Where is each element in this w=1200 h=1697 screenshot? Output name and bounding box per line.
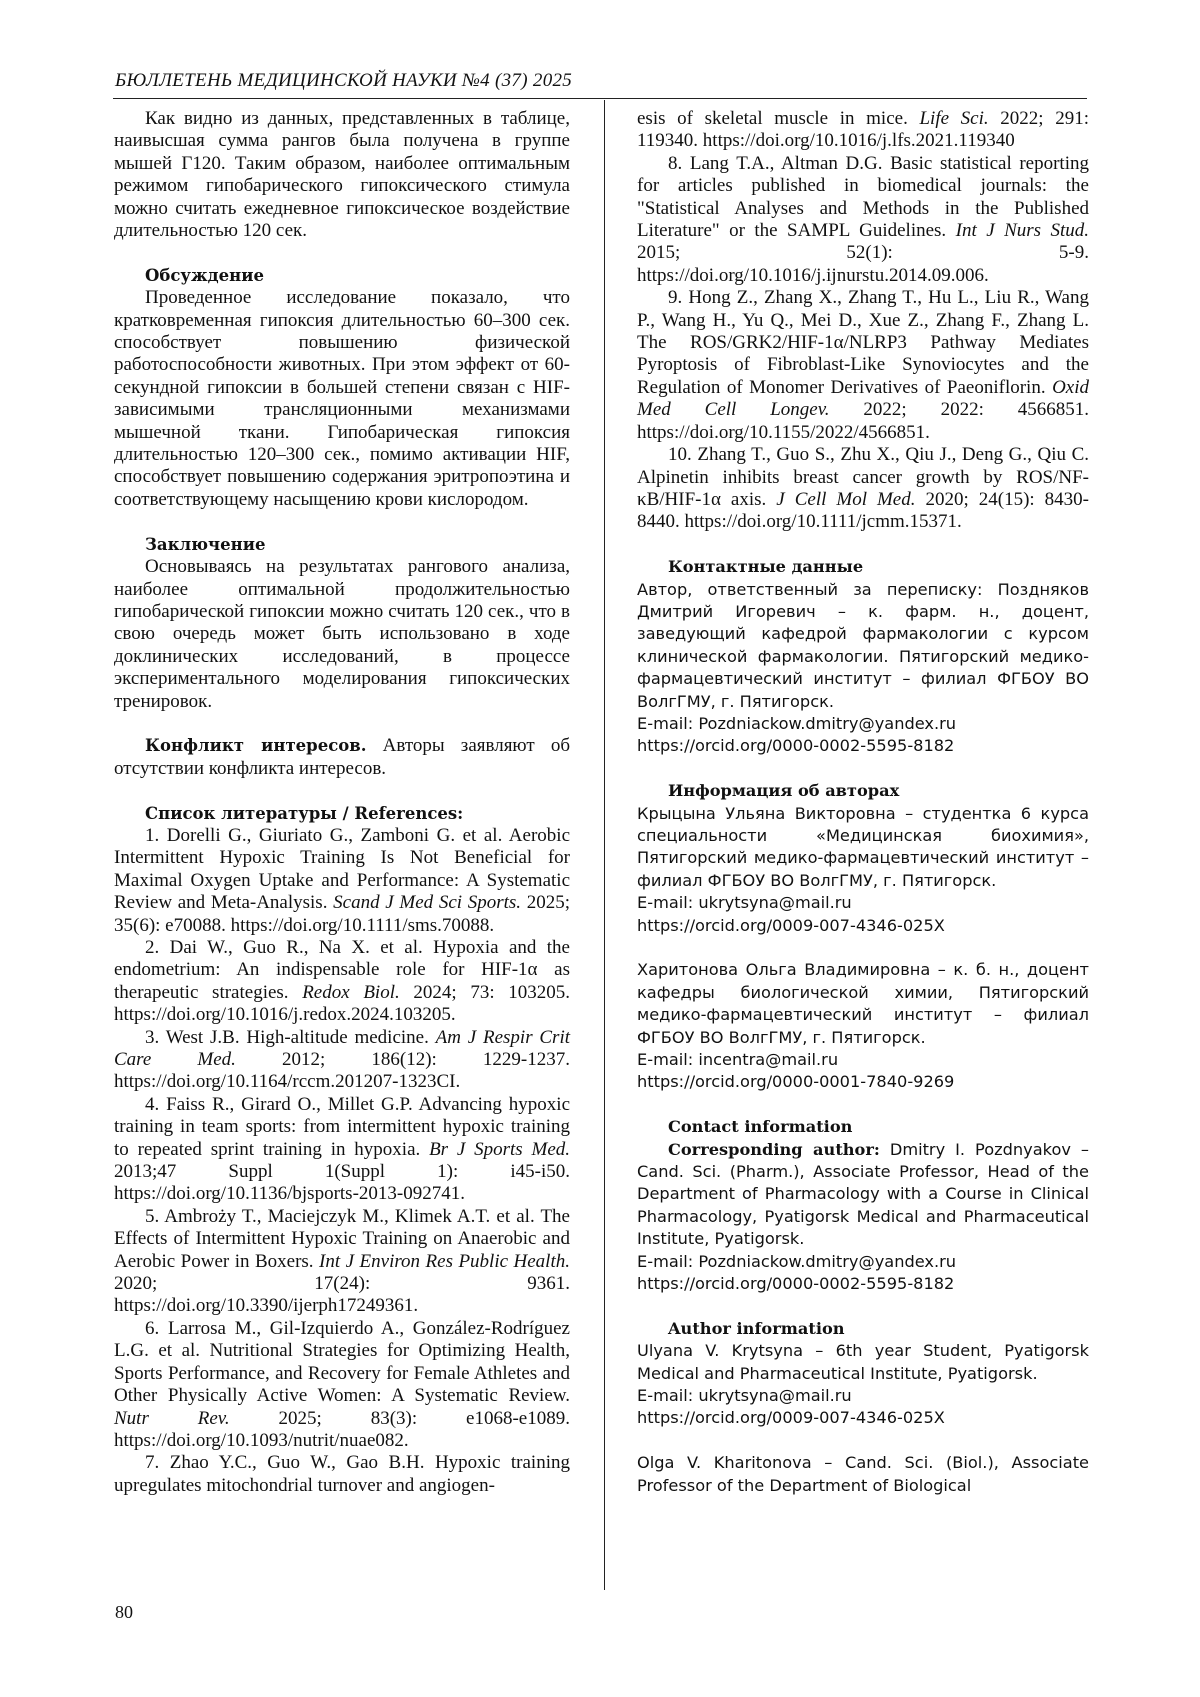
en-author1-email: E-mail: ukrytsyna@mail.ru: [637, 1386, 852, 1406]
conflict-label: Конфликт интересов.: [145, 736, 367, 756]
journal-header: БЮЛЛЕТЕНЬ МЕДИЦИНСКОЙ НАУКИ №4 (37) 2025: [115, 70, 573, 91]
author1-text: Крыцына Ульяна Викторовна – студентка 6 курса специальности «Медицинская биохимия», Пятигорский медико-фармацевтический институт – филиал ФГБОУ ВО ВолгГМУ, г. Пятигорск.: [637, 803, 1089, 890]
page-number: 80: [115, 1602, 133, 1622]
author1-orcid: https://orcid.org/0009-007-4346-025X: [637, 915, 945, 935]
en-author1-orcid: https://orcid.org/0009-007-4346-025X: [637, 1408, 945, 1428]
contacts-block: [637, 556, 1089, 1497]
reference-item-continued: esis of skeletal muscle in mice. Life Sci. 2022; 291: 119340. https://doi.org/10.1016/j.lfs.2021.119340: [637, 108, 1089, 152]
authors-heading: Информация об авторах: [668, 781, 900, 801]
conflict-text: Авторы заявляют об отсутствии конфликта интересов.: [114, 735, 570, 779]
reference-item: 8. Lang T.A., Altman D.G. Basic statistical reporting for articles published in biomedical journals: the "Statistical Analyses and Methods in the Published Literature" or the SAMPL Guidelines. Int J Nurs Stud. 2015; 52(1): 5-9. https://doi.org/10.1016/j.ijnurstu.2014.09.006.: [637, 152, 1089, 286]
reference-item: 7. Zhao Y.C., Guo W., Gao B.H. Hypoxic training upregulates mitochondrial turnover and angiogen-: [114, 1452, 570, 1496]
conclusion-heading: Заключение: [145, 534, 266, 554]
corresponding-text: Dmitry I. Pozdnyakov – Cand. Sci. (Pharm.), Associate Professor, Head of the Department of Pharmacology with a Course in Clinical Pharmacology, Pyatigorsk Medical and Pharmaceutical Institute, Pyatigorsk.: [637, 1139, 1090, 1249]
left-column: [114, 108, 570, 1497]
conclusion-paragraph: Основываясь на результатах рангового анализа, наиболее оптимальной продолжительностью гипобарической гипоксии можно считать 120 сек., что в свою очередь может быть использовано в ходе доклинических исследований, в процессе экспериментального моделирования гипоксических тренировок.: [114, 556, 570, 712]
reference-item: 6. Larrosa M., Gil-Izquierdo A., González-Rodríguez L.G. et al. Nutritional Strategies for Optimizing Health, Sports Performance, and Recovery for Female Athletes and Other Physically Active Women: A Systematic Review. Nutr Rev. 2025; 83(3): e1068-e1089. https://doi.org/10.1093/nutrit/nuae082.: [114, 1317, 570, 1451]
contacts-email: E-mail: Pozdniackow.dmitry@yandex.ru: [637, 713, 957, 733]
author-info-heading: Author information: [668, 1318, 845, 1338]
author1-email: E-mail: ukrytsyna@mail.ru: [637, 893, 852, 913]
right-column: [637, 108, 1089, 1497]
author2-orcid: https://orcid.org/0000-0001-7840-9269: [637, 1072, 955, 1092]
intro-paragraph: Как видно из данных, представленных в таблице, наивысшая сумма рангов была получена в группе мышей Г120. Таким образом, наиболее оптимальным режимом гипобарического гипоксического стимула можно считать ежедневное гипоксическое воздействие длительностью 120 сек.: [114, 108, 570, 242]
en-author1-text: Ulyana V. Krytsyna – 6th year Student, Pyatigorsk Medical and Pharmaceutical Institute, Pyatigorsk.: [637, 1341, 1089, 1383]
reference-item: 3. West J.B. High-altitude medicine. Am J Respir Crit Care Med. 2012; 186(12): 1229-1237. https://doi.org/10.1164/rccm.201207-1323CI.: [114, 1026, 570, 1093]
reference-item: 1. Dorelli G., Giuriato G., Zamboni G. et al. Aerobic Intermittent Hypoxic Training Is Not Beneficial for Maximal Oxygen Uptake and Performance: A Systematic Review and Meta-Analysis. Scand J Med Sci Sports. 2025; 35(6): e70088. https://doi.org/10.1111/sms.70088.: [114, 824, 570, 936]
author2-text: Харитонова Ольга Владимировна – к. б. н., доцент кафедры биологической химии, Пятигорский медико-фармацевтический институт – филиал ФГБОУ ВО ВолгГМУ, г. Пятигорск.: [637, 960, 1089, 1047]
contact-info-heading: Contact information: [668, 1117, 853, 1137]
reference-item: 9. Hong Z., Zhang X., Zhang T., Hu L., Liu R., Wang P., Wang H., Yu Q., Mei D., Xue Z., Zhang F., Zhang L. The ROS/GRK2/HIF-1α/NLRP3 Pathway Mediates Pyroptosis of Fibroblast-Like Synoviocytes and the Regulation of Monomer Derivatives of Paeoniflorin. Oxid Med Cell Longev. 2022; 2022: 4566851. https://doi.org/10.1155/2022/4566851.: [637, 287, 1089, 443]
reference-item: 5. Ambroży T., Maciejczyk M., Klimek A.T. et al. The Effects of Intermittent Hypoxic Training on Anaerobic and Aerobic Power in Boxers. Int J Environ Res Public Health. 2020; 17(24): 9361. https://doi.org/10.3390/ijerph17249361.: [114, 1205, 570, 1317]
header-rule: [113, 98, 1087, 99]
en-author2-text: Olga V. Kharitonova – Cand. Sci. (Biol.), Associate Professor of the Department of Biological: [637, 1453, 1089, 1495]
author2-email: E-mail: incentra@mail.ru: [637, 1050, 839, 1070]
conflict-paragraph: [114, 735, 570, 780]
corresponding-email: E-mail: Pozdniackow.dmitry@yandex.ru: [637, 1251, 957, 1271]
discussion-heading: Обсуждение: [145, 265, 264, 285]
corresponding-label: Corresponding author:: [668, 1139, 880, 1159]
contacts-orcid: https://orcid.org/0000-0002-5595-8182: [637, 736, 955, 756]
contacts-text: Автор, ответственный за переписку: Поздняков Дмитрий Игоревич – к. фарм. н., доцент, заведующий кафедрой фармакологии с курсом клинической фармакологии. Пятигорский медико-фармацевтический институт – филиал ФГБОУ ВО ВолгГМУ, г. Пятигорск.: [637, 579, 1089, 711]
reference-item: 2. Dai W., Guo R., Na X. et al. Hypoxia and the endometrium: An indispensable role for HIF-1α as therapeutic strategies. Redox Biol. 2024; 73: 103205. https://doi.org/10.1016/j.redox.2024.103205.: [114, 936, 571, 1026]
reference-item: 10. Zhang T., Guo S., Zhu X., Qiu J., Deng G., Qiu C. Alpinetin inhibits breast cancer growth by ROS/NF-κB/HIF-1α axis. J Cell Mol Med. 2020; 24(15): 8430-8440. https://doi.org/10.1111/jcmm.15371.: [637, 444, 1090, 533]
contacts-heading: Контактные данные: [668, 557, 864, 577]
corresponding-author: [637, 1139, 1089, 1251]
column-divider: [604, 100, 605, 1590]
corresponding-orcid: https://orcid.org/0000-0002-5595-8182: [637, 1274, 955, 1294]
references-heading: Список литературы / References:: [145, 803, 464, 823]
reference-item: 4. Faiss R., Girard O., Millet G.P. Advancing hypoxic training in team sports: from intermittent hypoxic training to repeated sprint training in hypoxia. Br J Sports Med. 2013;47 Suppl 1(Suppl 1): i45-i50. https://doi.org/10.1136/bjsports-2013-092741.: [114, 1093, 571, 1205]
discussion-paragraph: Проведенное исследование показало, что кратковременная гипоксия длительностью 60–300 сек. способствует повышению физической работоспособности животных. При этом эффект от 60-секундной гипоксии в большей степени связан с HIF-зависимыми трансляционными механизмами мышечной ткани. Гипобарическая гипоксия длительностью 120–300 сек., помимо активации HIF, способствует повышению содержания эритропоэтина и соответствующему насыщению крови кислородом.: [114, 287, 570, 510]
